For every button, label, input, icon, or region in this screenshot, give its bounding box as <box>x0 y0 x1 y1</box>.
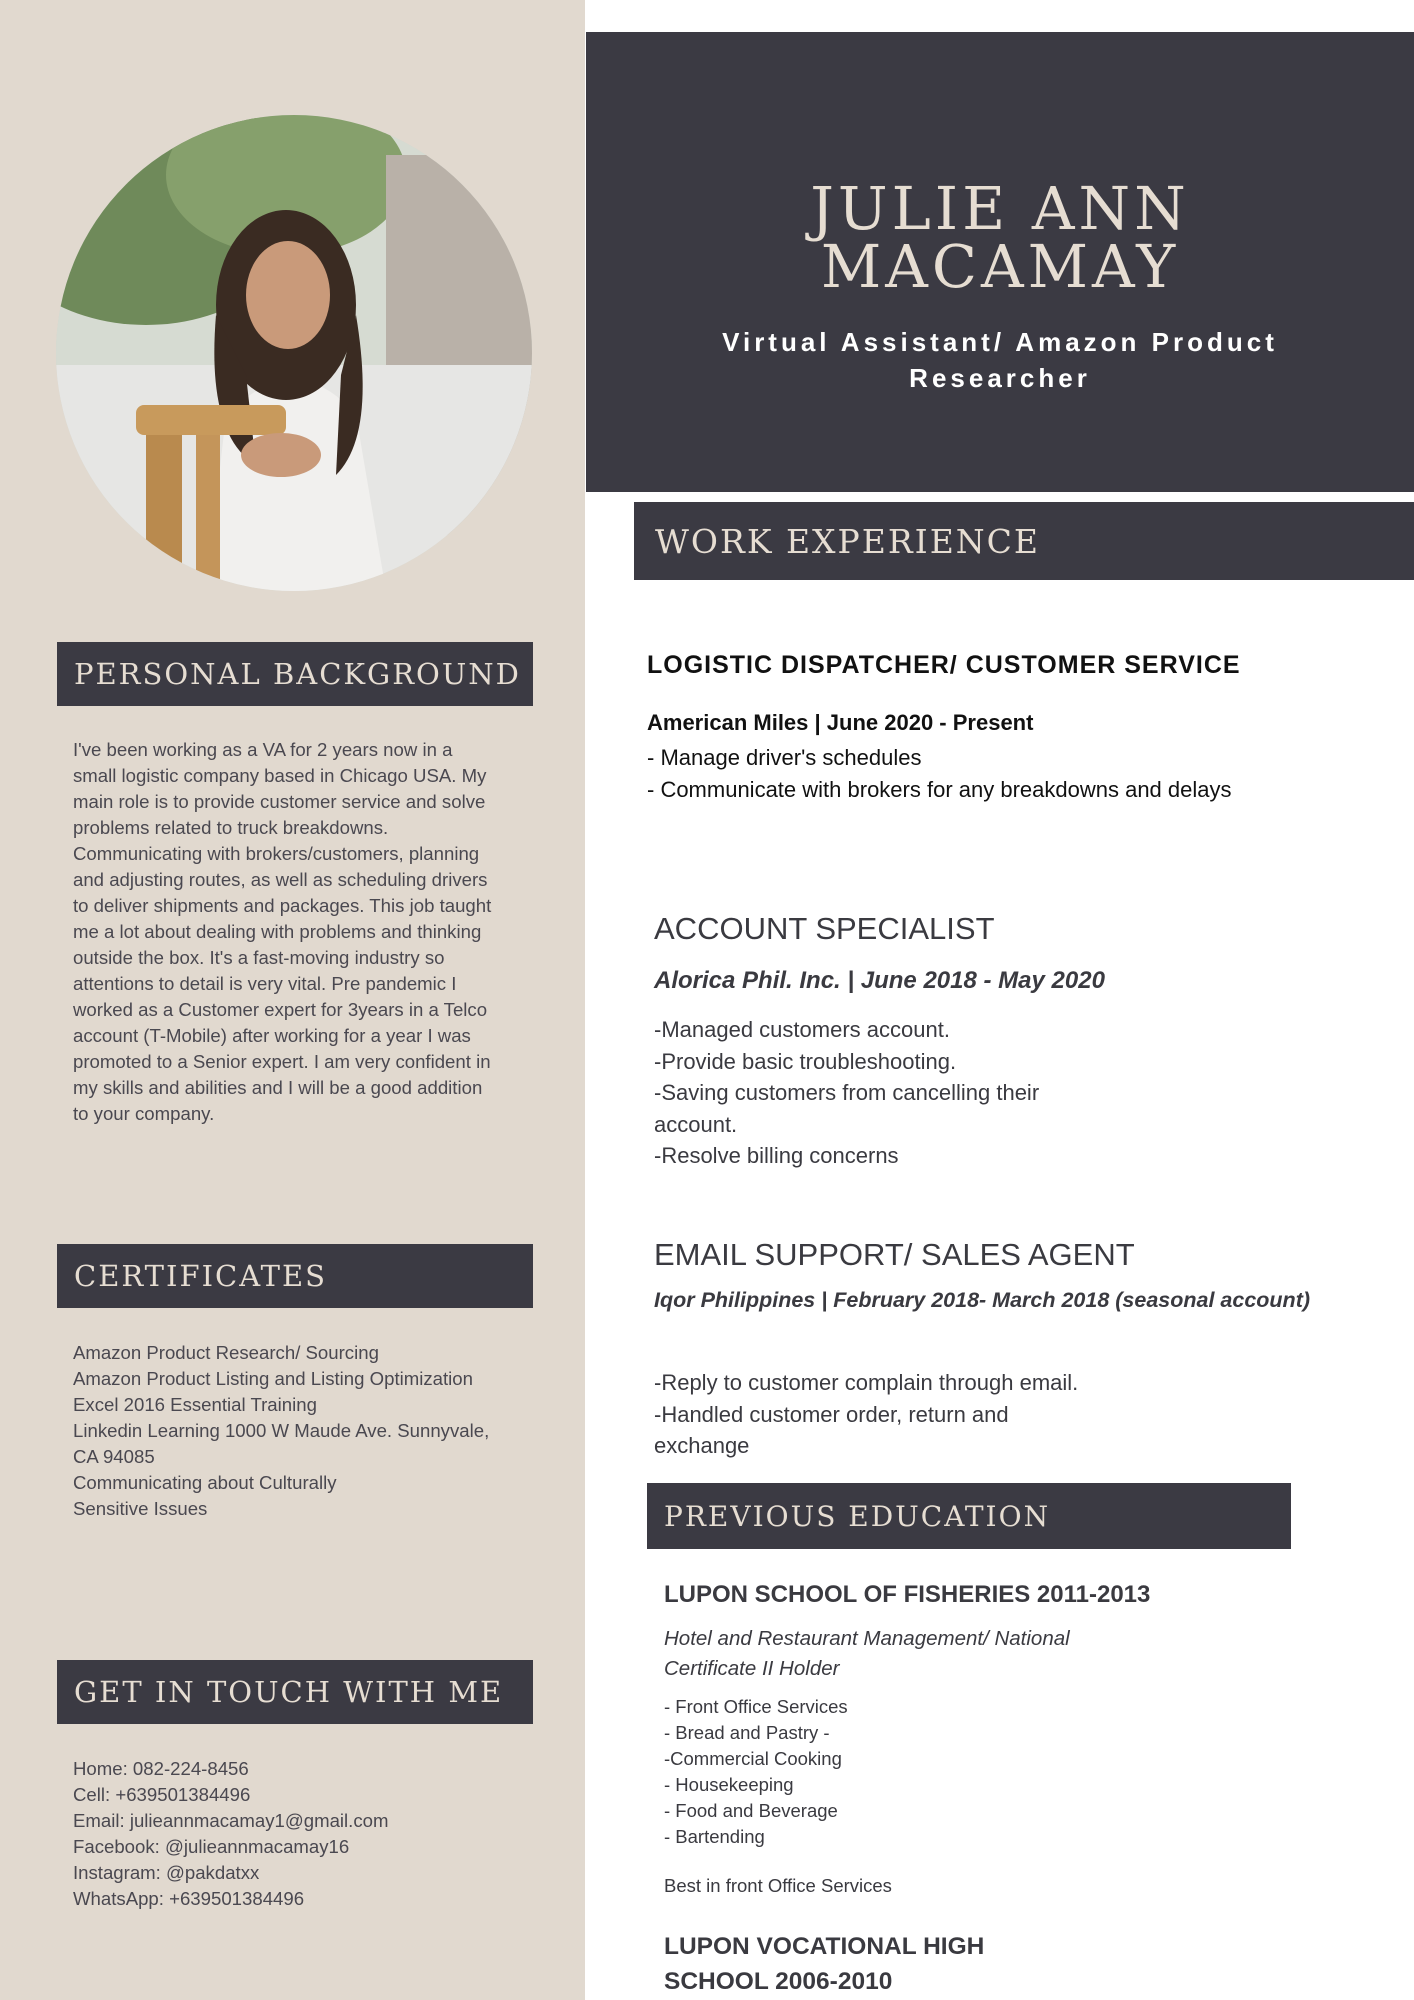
certificates-header: CERTIFICATES <box>57 1244 533 1308</box>
profile-role: Virtual Assistant/ Amazon Product Researcher <box>722 327 1278 393</box>
personal-background-header: PERSONAL BACKGROUND <box>57 642 533 706</box>
personal-background-text: I've been working as a VA for 2 years now in a small logistic company based in Chicago USA. My main role is to provide customer service and solve problems related to truck breakdowns. Communicating with brokers/customers, planning and adjusting routes, as well as scheduling drivers to deliver shipments and packages. This job taught me a lot about dealing with problems and thinking outside the box. It's a fast-moving industry so attentions to detail is very vital. Pre pandemic I worked as a Customer expert for 3years in a Telco account (T-Mobile) after working for a year I was promoted to a Senior expert. I am very confident in my skills and abilities and I will be a good addition to your company. <box>73 739 492 1124</box>
work-experience-header: WORK EXPERIENCE <box>634 502 1414 580</box>
job-company: Alorica Phil. Inc. | June 2018 - May 2020 <box>654 967 1105 994</box>
job-title: LOGISTIC DISPATCHER/ CUSTOMER SERVICE <box>647 651 1241 679</box>
contact-details: Home: 082-224-8456 Cell: +639501384496 Email: julieannmacamay1@gmail.com Facebook: @julieannmacamay16 Instagram: @pakdatxx WhatsApp: +639501384496 <box>73 1758 389 1909</box>
job-duties: - Manage driver's schedules - Communicate with brokers for any breakdowns and delays <box>647 745 1232 802</box>
certificates-list: Amazon Product Research/ Sourcing Amazon Product Listing and Listing Optimization Excel 2016 Essential Training Linkedin Learning 1000 W Maude Ave. Sunnyvale, CA 94085 Communicating about Culturally Sensitive Issues <box>73 1342 490 1519</box>
job-title: ACCOUNT SPECIALIST <box>654 911 995 946</box>
profile-photo <box>56 115 532 591</box>
portrait-image <box>56 115 532 591</box>
job-company: American Miles | June 2020 - Present <box>647 710 1034 735</box>
education-header: PREVIOUS EDUCATION <box>647 1483 1291 1549</box>
job-duties: -Reply to customer complain through email. -Handled customer order, return and exchange <box>654 1370 1079 1458</box>
school-details: - Front Office Services - Bread and Pastry - -Commercial Cooking - Housekeeping - Food and Beverage - Bartending <box>664 1696 848 1847</box>
school-name: LUPON SCHOOL OF FISHERIES 2011-2013 <box>664 1581 1151 1608</box>
school-name: LUPON VOCATIONAL HIGH SCHOOL 2006-2010 <box>664 1933 985 1995</box>
school-course: Hotel and Restaurant Management/ National Certificate II Holder <box>664 1627 1070 1680</box>
name-banner <box>586 32 1414 492</box>
profile-name: JULIE ANN MACAMAY <box>810 174 1190 301</box>
contact-header: GET IN TOUCH WITH ME <box>57 1660 533 1724</box>
job-company: Iqor Philippines | February 2018- March 2018 (seasonal account) <box>654 1288 1311 1312</box>
school-award: Best in front Office Services <box>664 1875 892 1896</box>
job-duties: -Managed customers account. -Provide basic troubleshooting. -Saving customers from cancelling their account. -Resolve billing concerns <box>654 1017 1040 1168</box>
job-title: EMAIL SUPPORT/ SALES AGENT <box>654 1237 1135 1272</box>
